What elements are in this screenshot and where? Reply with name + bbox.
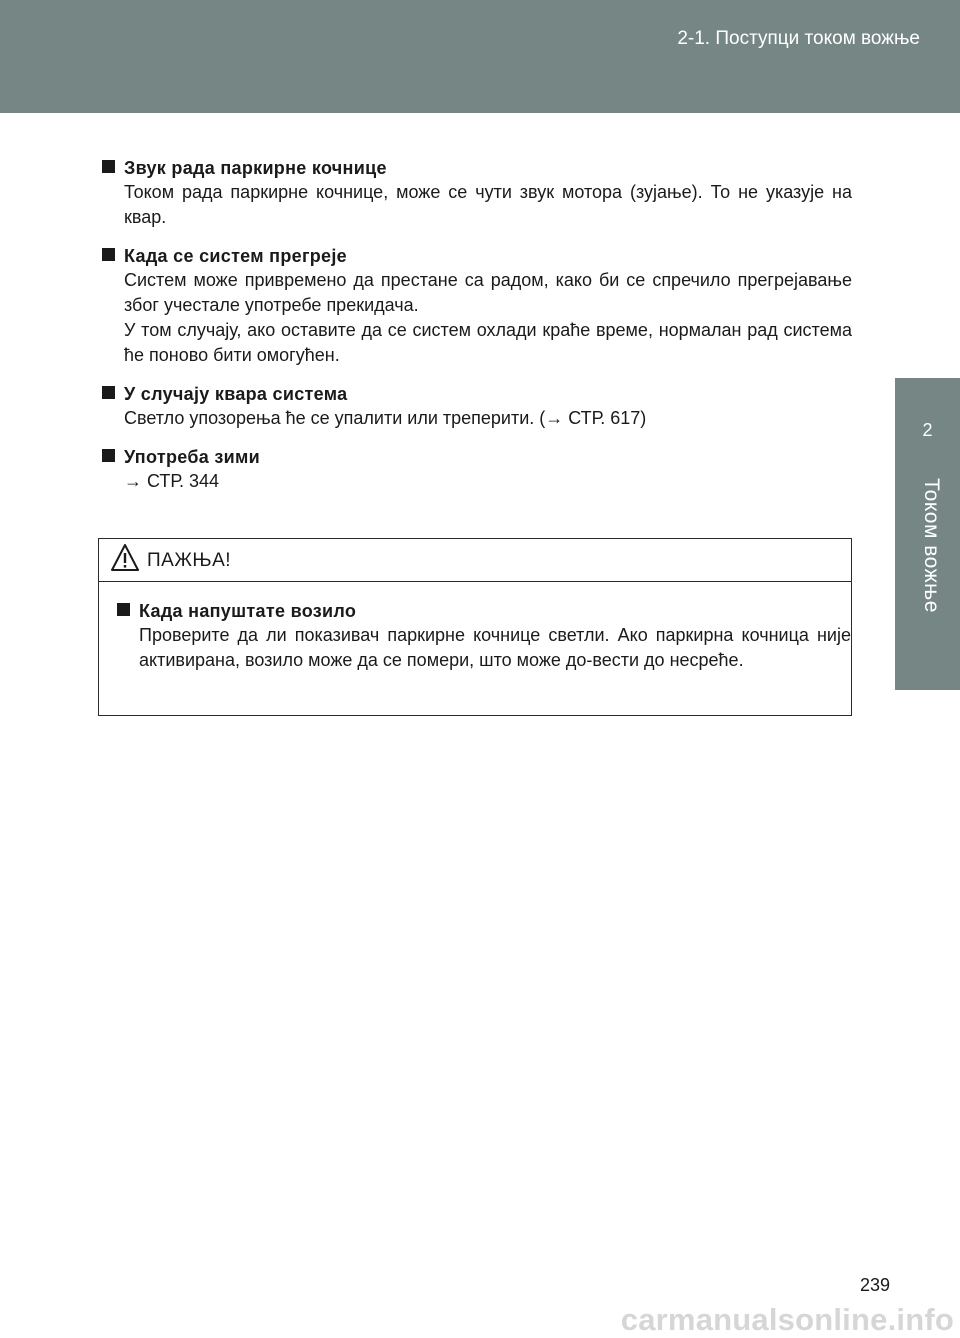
section-title: 2-1. Поступци током вожње xyxy=(677,28,920,49)
caution-item-text xyxy=(139,623,851,673)
section-text xyxy=(124,406,852,431)
paragraph: Систем може привремено да престане са радом, како би се спречило прегрејавање због учестале употребе прекидача. xyxy=(124,270,852,315)
paragraph: Током рада паркирне кочнице, може се чути звук мотора (зујање). То не указује на квар. xyxy=(124,182,852,227)
section-heading: Звук рада паркирне кочнице xyxy=(124,158,387,178)
square-bullet-icon xyxy=(117,603,130,616)
section-malfunction xyxy=(98,382,852,431)
caution-title: ПАЖЊА! xyxy=(147,550,232,571)
section-heading: Када се систем прегреје xyxy=(124,246,347,266)
square-bullet-icon xyxy=(102,160,115,173)
paragraph: Проверите да ли показивач паркирне кочнице светли. Ако паркирна кочница није активирана, возило може да се помери, што може до-вести до несреће. xyxy=(139,625,851,670)
caution-item-heading: Када напуштате возило xyxy=(139,601,357,621)
chapter-label: Током вожње xyxy=(920,478,943,613)
watermark: carmanualsonline.info xyxy=(620,1302,954,1337)
paragraph: → СТР. 344 xyxy=(124,471,220,491)
warning-triangle-icon xyxy=(110,543,140,573)
chapter-side-tab xyxy=(895,378,960,690)
page-number: 239 xyxy=(859,1275,890,1295)
square-bullet-icon xyxy=(102,449,115,462)
section-heading: Употреба зими xyxy=(124,447,260,467)
section-heading: У случају квара система xyxy=(124,384,348,404)
section-winter-use xyxy=(98,445,852,494)
section-text xyxy=(124,469,852,494)
chapter-number: 2 xyxy=(922,420,933,440)
section-text xyxy=(124,268,852,368)
caution-item xyxy=(113,599,851,673)
page-header xyxy=(0,0,960,113)
caution-box xyxy=(98,538,852,716)
square-bullet-icon xyxy=(102,248,115,261)
side-tab-spacer xyxy=(895,113,960,378)
section-overheat xyxy=(98,244,852,368)
paragraph: У том случају, ако оставите да се систем охлади краће време, нормалан рад система ће поново бити омогућен. xyxy=(124,320,852,365)
caution-header xyxy=(99,539,851,582)
section-parking-brake-sound xyxy=(98,156,852,230)
square-bullet-icon xyxy=(102,386,115,399)
main-content xyxy=(98,156,852,508)
paragraph: Светло упозорења ће се упалити или треперити. (→ СТР. 617) xyxy=(124,408,647,428)
section-text xyxy=(124,180,852,230)
